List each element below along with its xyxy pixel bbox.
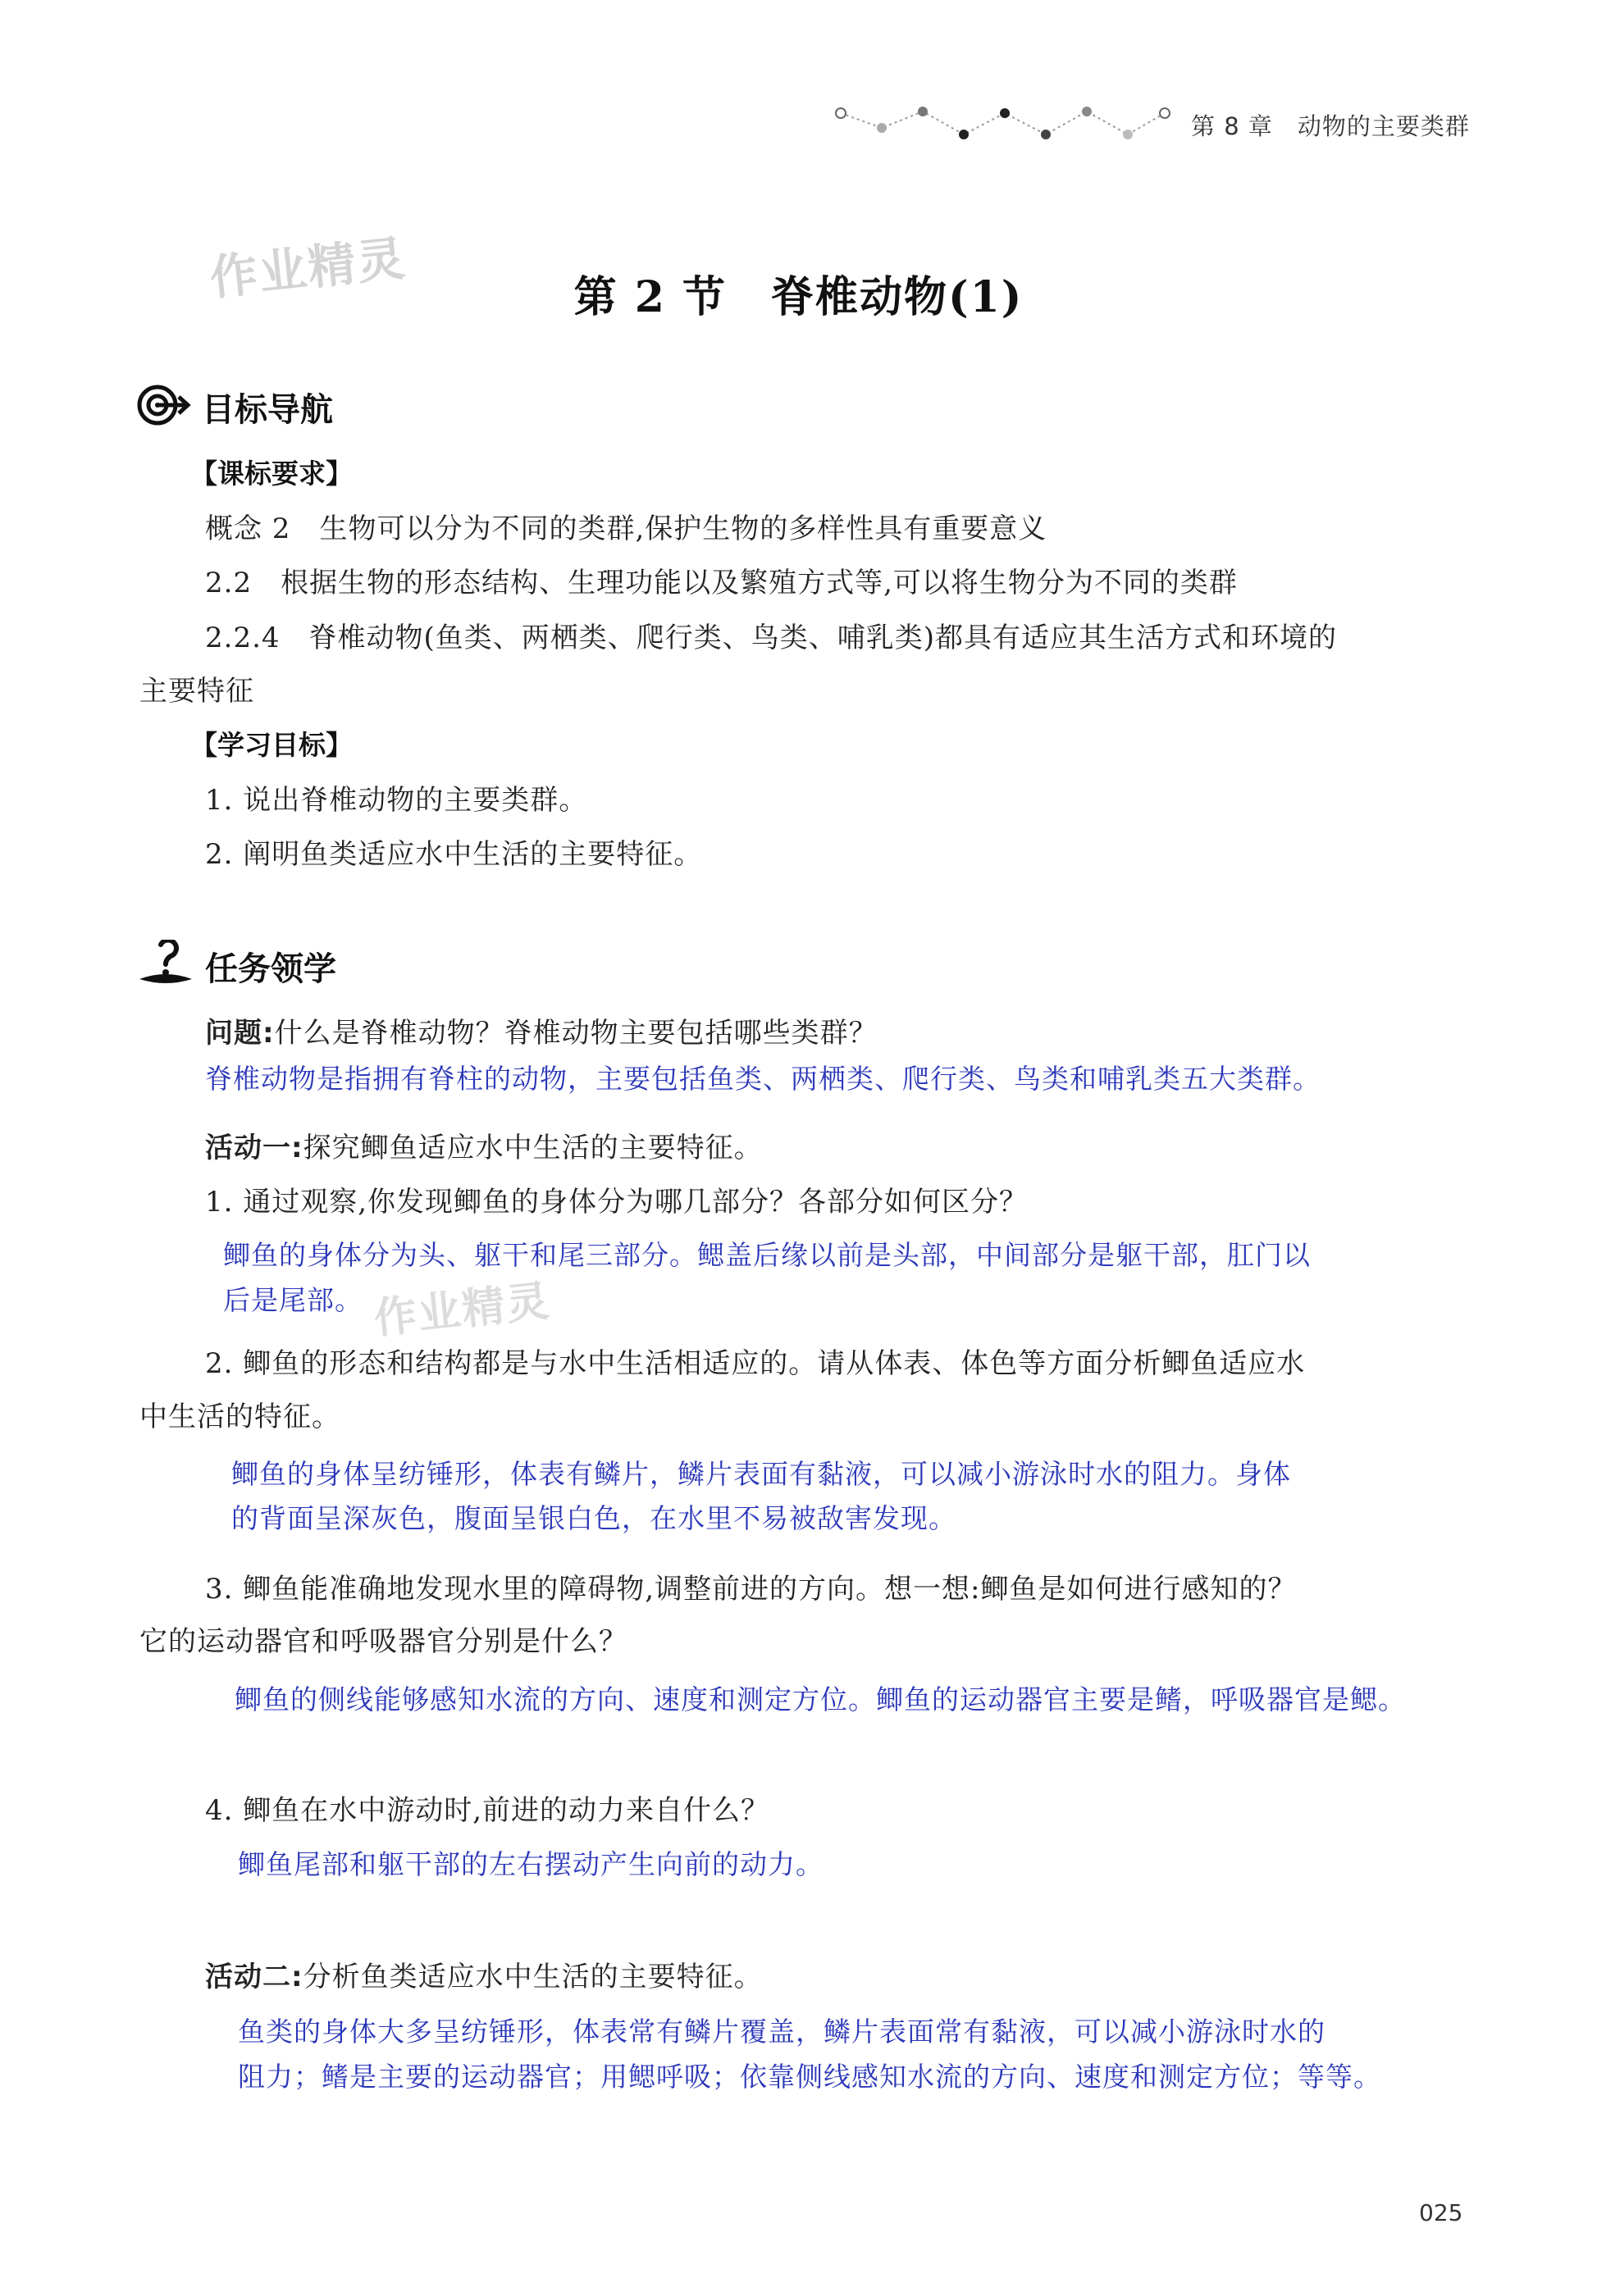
question-3-line-2: 它的运动器官和呼吸器官分别是什么？ xyxy=(139,1625,627,1658)
question-lead: 问题: xyxy=(205,1017,275,1050)
question-line xyxy=(205,1010,878,1050)
page-number: 025 xyxy=(1419,2199,1463,2226)
objective-1: 1. 说出脊椎动物的主要类群。 xyxy=(205,784,588,817)
answer-2-line-2: 的背面呈深灰色，腹面呈银白色，在水里不易被敌害发现。 xyxy=(231,1502,956,1534)
answer-4: 鲫鱼尾部和躯干部的左右摆动产生向前的动力。 xyxy=(238,1848,824,1880)
chapter-header: 第 8 章 动物的主要类群 xyxy=(1191,112,1470,140)
question-text: 什么是脊椎动物？脊椎动物主要包括哪些类群？ xyxy=(274,1017,878,1050)
tasks-heading: 任务领学 xyxy=(205,950,336,988)
answer-5-line-1: 鱼类的身体大多呈纺锤形，体表常有鳞片覆盖，鳞片表面常有黏液，可以减小游泳时水的 xyxy=(238,2016,1326,2048)
activity2-lead: 活动二: xyxy=(205,1961,303,1993)
header-decoration xyxy=(833,98,1177,148)
objective-2: 2. 阐明鱼类适应水中生活的主要特征。 xyxy=(205,838,703,871)
question-4: 4. 鲫鱼在水中游动时,前进的动力来自什么？ xyxy=(205,1794,770,1827)
answer-1-line-1: 鲫鱼的身体分为头、躯干和尾三部分。鳃盖后缘以前是头部，中间部分是躯干部，肛门以 xyxy=(223,1239,1311,1271)
goals-heading: 目标导航 xyxy=(202,391,333,429)
page-title: 第 2 节 脊椎动物(1) xyxy=(573,272,1024,322)
activity1-line xyxy=(205,1125,763,1165)
question-answer: 脊椎动物是指拥有脊柱的动物，主要包括鱼类、两栖类、爬行类、鸟类和哺乳类五大类群。 xyxy=(205,1063,1321,1095)
curriculum-line-2: 2.2 根据生物的形态结构、生理功能以及繁殖方式等,可以将生物分为不同的类群 xyxy=(205,567,1238,599)
curriculum-line-3: 2.2.4 脊椎动物(鱼类、两栖类、爬行类、鸟类、哺乳类)都具有适应其生活方式和环境的 xyxy=(205,622,1338,654)
answer-2-line-1: 鲫鱼的身体呈纺锤形，体表有鳞片，鳞片表面有黏液，可以减小游泳时水的阻力。身体 xyxy=(231,1458,1291,1490)
answer-3: 鲫鱼的侧线能够感知水流的方向、速度和测定方位。鲫鱼的运动器官主要是鳍，呼吸器官是鳃。 xyxy=(235,1683,1406,1715)
question-1: 1. 通过观察,你发现鲫鱼的身体分为哪几部分？各部分如何区分？ xyxy=(205,1186,1029,1219)
question-2-line-2: 中生活的特征。 xyxy=(139,1401,340,1433)
activity2-text: 分析鱼类适应水中生活的主要特征。 xyxy=(303,1961,763,1993)
curriculum-label: 【课标要求】 xyxy=(190,458,353,490)
watermark-top: 作业精灵 xyxy=(207,230,409,307)
curriculum-line-4: 主要特征 xyxy=(139,675,254,708)
objectives-label: 【学习目标】 xyxy=(190,729,353,761)
activity2-line xyxy=(205,1954,763,1994)
activity1-text: 探究鲫鱼适应水中生活的主要特征。 xyxy=(303,1132,763,1164)
answer-5-line-2: 阻力；鳍是主要的运动器官；用鳃呼吸；依靠侧线感知水流的方向、速度和测定方位；等等。 xyxy=(238,2061,1381,2093)
activity1-lead: 活动一: xyxy=(205,1132,303,1164)
answer-1-line-2: 后是尾部。 xyxy=(223,1284,363,1316)
task-icon xyxy=(136,940,195,987)
watermark-middle: 作业精灵 xyxy=(372,1276,554,1345)
question-2-line-1: 2. 鲫鱼的形态和结构都是与水中生活相适应的。请从体表、体色等方面分析鲫鱼适应水 xyxy=(205,1347,1306,1380)
target-icon xyxy=(136,382,192,428)
question-3-line-1: 3. 鲫鱼能准确地发现水里的障碍物,调整前进的方向。想一想:鲫鱼是如何进行感知的？ xyxy=(205,1573,1297,1606)
curriculum-line-1: 概念 2 生物可以分为不同的类群,保护生物的多样性具有重要意义 xyxy=(205,512,1047,545)
